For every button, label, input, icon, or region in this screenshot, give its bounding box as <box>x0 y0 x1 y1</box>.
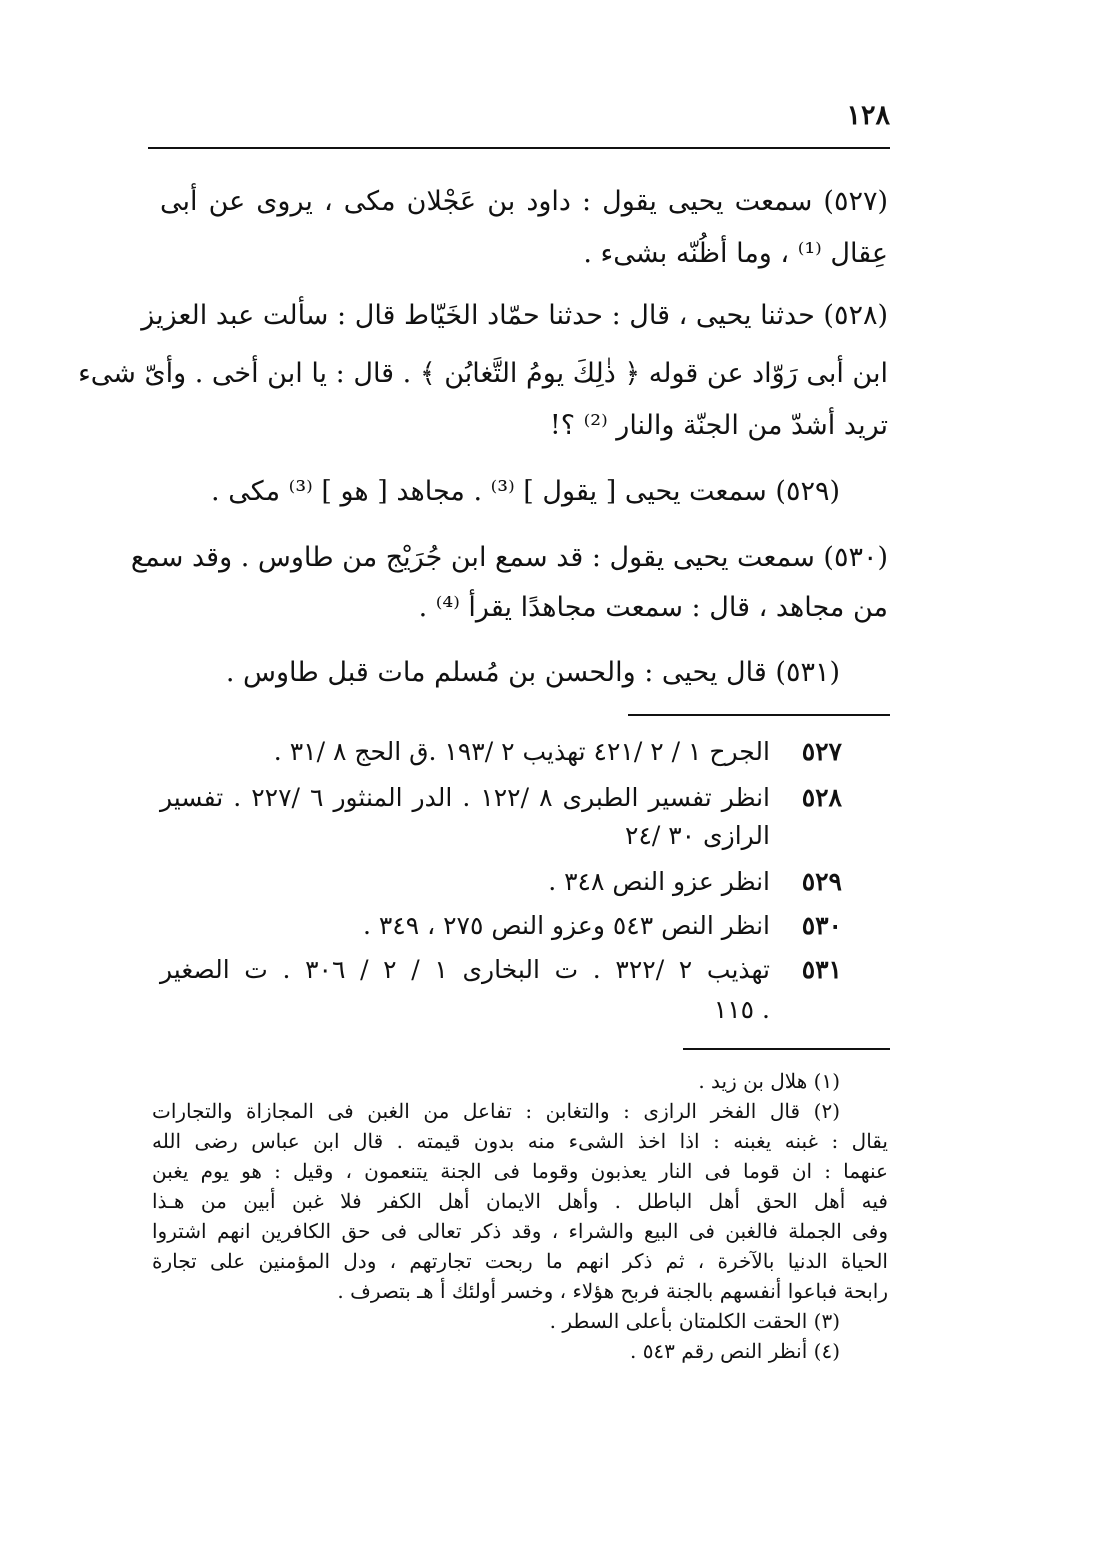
footnote-line: عنهما : ان قوما فى النار يعذبون وقوما فى الجنة يتنعمون ، وقيل : هو يوم يغبن <box>152 1159 888 1183</box>
footnote-line: يقال : غبنه يغبنه : اذا اخذ الشىء منه بدون قيمته . قال ابن عباس رضى الله <box>152 1129 888 1153</box>
footnote-line: الحياة الدنيا بالآخرة ، ثم ذكر انهم ما ربحت تجارتهم ، ودل المؤمنين على تجارة <box>152 1249 888 1273</box>
footnote-line: (٣) الحقت الكلمتان بأعلى السطر . <box>549 1309 840 1333</box>
entry-line: تريد أشدّ من الجنّة والنار ⁽²⁾ ؟! <box>549 410 888 441</box>
note-number: ٥٢٧ <box>801 737 842 766</box>
note-text: انظر النص ٥٤٣ وعزو النص ٢٧٥ ، ٣٤٩ . <box>362 911 770 940</box>
notes-separator <box>628 714 890 716</box>
header-rule <box>148 147 890 149</box>
entry-line: (٥٢٧) سمعت يحيى يقول : داود بن عَجْلان مكى ، يروى عن أبى <box>160 186 888 217</box>
page-number: ١٢٨ <box>846 100 890 131</box>
note-text: انظر تفسير الطبرى ٨ /١٢٢ . الدر المنثور ٦ /٢٢٧ . تفسير <box>160 783 770 812</box>
note-text: ١١٥ . <box>713 995 770 1024</box>
note-text: الرازى ٣٠ /٢٤ <box>625 821 770 850</box>
footnote-line: وفى الجملة فالغبن فى البيع والشراء ، وقد ذكر تعالى فى حق الكافرين انهم اشتروا <box>152 1219 888 1243</box>
entry-line: من مجاهد ، قال : سمعت مجاهدًا يقرأ ⁽⁴⁾ . <box>418 592 888 623</box>
footnotes-separator <box>683 1048 890 1050</box>
footnote-line: (٤) أنظر النص رقم ٥٤٣ . <box>629 1339 840 1363</box>
footnote-line: (١) هلال بن زيد . <box>698 1069 840 1093</box>
footnote-line: (٢) قال الفخر الرازى : والتغابن : تفاعل من الغبن فى المجازاة والتجارات <box>152 1099 840 1123</box>
footnote-line: رابحة فباعوا أنفسهم بالجنة فربح هؤلاء ، وخسر أولئك أ هـ بتصرف . <box>337 1279 888 1303</box>
note-text: الجرح ١ / ٢ /٤٢١ تهذيب ٢ /١٩٣ .ق الحج ٨ /٣١ . <box>273 737 770 766</box>
note-number: ٥٢٨ <box>801 783 842 812</box>
entry-line: (٥٣١) قال يحيى : والحسن بن مُسلم مات قبل طاوس . <box>225 657 840 688</box>
entry-line: عِقال ⁽¹⁾ ، وما أظُنّه بشىء . <box>583 238 888 269</box>
footnote-line: فيه أهل الحق أهل الباطل . وأهل الايمان أهل الكفر فلا غبن أبين من هـذا <box>152 1189 888 1213</box>
note-text: تهذيب ٢ /٣٢٢ . ت البخارى ١ / ٢ / ٣٠٦ . ت الصغير <box>160 955 771 984</box>
entry-line: (٥٢٨) حدثنا يحيى ، قال : حدثنا حمّاد الخَيّاط قال : سألت عبد العزيز <box>141 300 888 331</box>
entry-line: (٥٣٠) سمعت يحيى يقول : قد سمع ابن جُرَيْج من طاوس . وقد سمع <box>130 542 888 573</box>
entry-line: (٥٢٩) سمعت يحيى [ يقول ] ⁽³⁾ . مجاهد [ هو ] ⁽³⁾ مكى . <box>211 476 840 507</box>
note-number: ٥٣١ <box>801 955 842 984</box>
note-text: انظر عزو النص ٣٤٨ . <box>548 867 770 896</box>
note-number: ٥٢٩ <box>801 867 842 896</box>
entry-line: ابن أبى رَوّاد عن قوله ﴿ ذٰلِكَ يومُ التَّغابُن ﴾ . قال : يا ابن أخى . وأىّ شىء <box>78 358 888 389</box>
note-number: ٥٣٠ <box>801 911 842 940</box>
